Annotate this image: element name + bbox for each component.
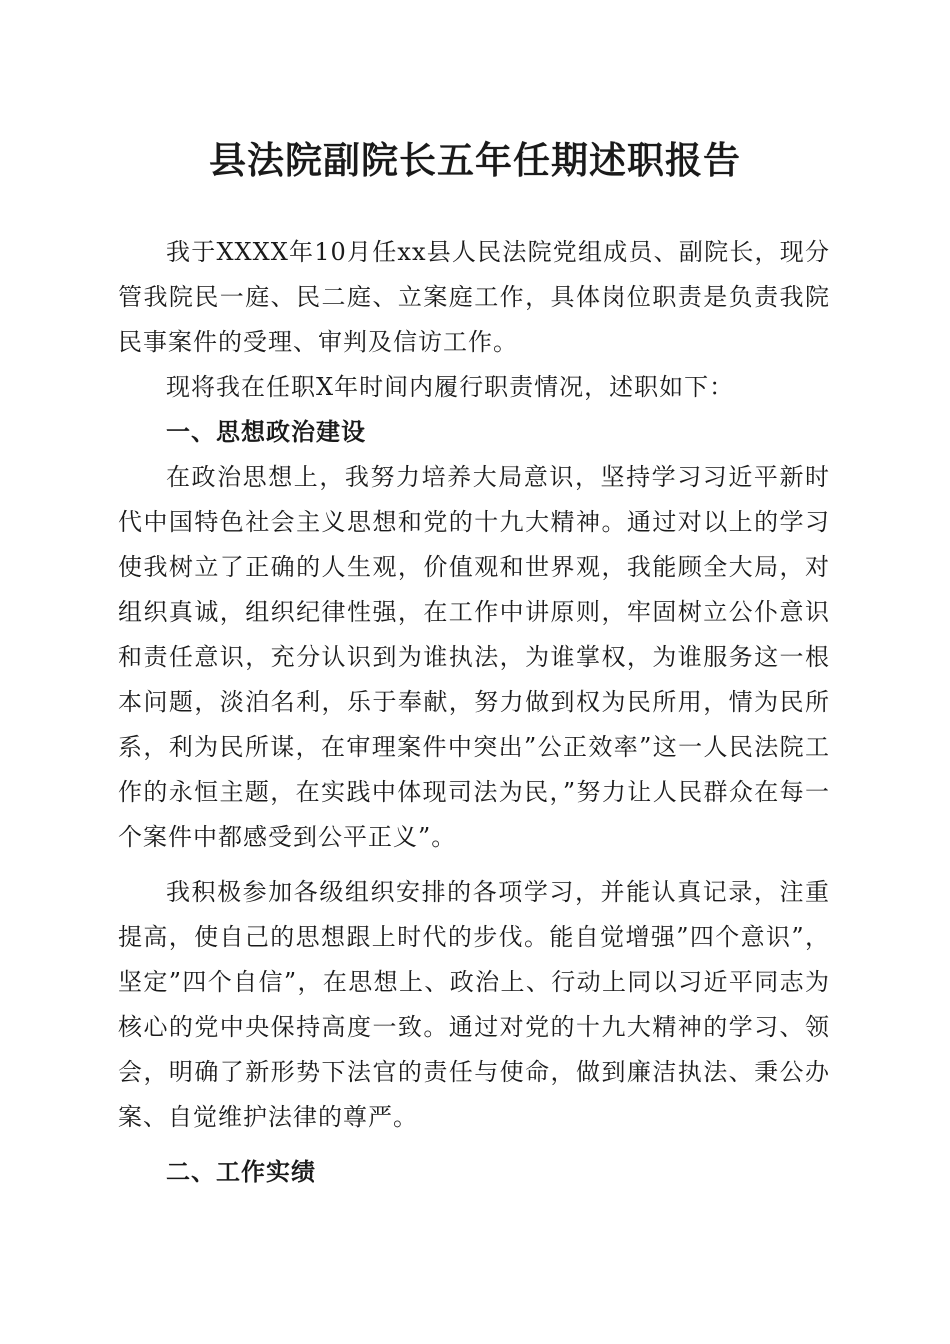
paragraph-lead: 现将我在任职X年时间内履行职责情况，述职如下：: [166, 373, 735, 401]
section-heading-2: 二、工作实绩: [166, 1158, 316, 1186]
paragraph-political-2: 我积极参加各级组织安排的各项学习，并能认真记录，注重提高，使自己的思想跟上时代的步伐。能自觉增强”四个意识”，坚定”四个自信”，在思想上、政治上、行动上同以习近平同志为核心的党中央保持高度一致。通过对党的十九大精神的学习、领会，明确了新形势下法官的责任与使命，做到廉洁执法、秉公办案、自觉维护法律的尊严。: [118, 878, 830, 1131]
document-title: 县法院副院长五年任期述职报告: [209, 138, 741, 182]
paragraph-intro: 我于XXXX年10月任xx县人民法院党组成员、副院长，现分管我院民一庭、民二庭、立案庭工作，具体岗位职责是负责我院民事案件的受理、审判及信访工作。: [118, 238, 830, 356]
paragraph-political-1: 在政治思想上，我努力培养大局意识，坚持学习习近平新时代中国特色社会主义思想和党的十九大精神。通过对以上的学习使我树立了正确的人生观，价值观和世界观，我能顾全大局，对组织真诚，组织纪律性强，在工作中讲原则，牢固树立公仆意识和责任意识，充分认识到为谁执法，为谁掌权，为谁服务这一根本问题，淡泊名利，乐于奉献，努力做到权为民所用，情为民所系，利为民所谋，在审理案件中突出”公正效率”这一人民法院工作的永恒主题，在实践中体现司法为民，”努力让人民群众在每一个案件中都感受到公平正义”。: [118, 463, 830, 851]
document-body: [118, 230, 830, 1195]
section-heading-1: 一、思想政治建设: [166, 418, 366, 446]
